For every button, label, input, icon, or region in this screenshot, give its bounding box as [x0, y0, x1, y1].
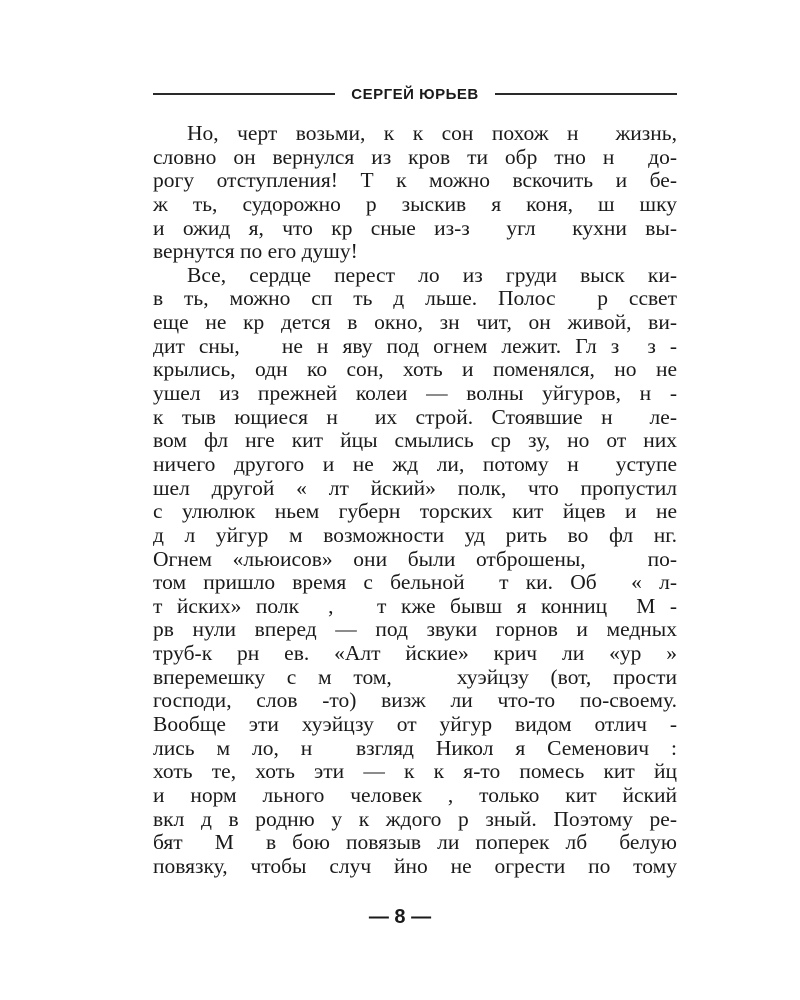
text-line: еще не кр дется в окно, зн чит, он живой, ви- — [153, 310, 677, 335]
text-line: Все, сердце перест ло из груди выск ки- — [187, 262, 677, 287]
text-line: к тыв ющиеся н их строй. Стоявшие н ле- — [153, 404, 677, 429]
text-line: вкл д в родню у к ждого р зный. Поэтому ре- — [153, 806, 677, 831]
text-line: вперемешку с м том, хуэйцзу (вот, прости — [153, 664, 677, 689]
text-line: с улюлюк ньем губерн торских кит йцев и не — [153, 499, 677, 524]
text-line: и ожид я, что кр сные из-з угл кухни вы- — [153, 215, 677, 240]
text-line: рогу отступления! Т к можно вскочить и бе- — [153, 168, 677, 193]
text-line: д л уйгур м возможности уд рить во фл нг. — [153, 522, 677, 547]
text-line: вом фл нге кит йцы смылись ср зу, но от них — [153, 428, 677, 453]
text-line: ничего другого и не жд ли, потому н уступе — [153, 451, 677, 476]
text-line: Вообще эти хуэйцзу от уйгур видом отлич - — [153, 712, 677, 737]
header-rule-right — [495, 93, 677, 95]
text-line: в ть, можно сп ть д льше. Полос р ссвет — [153, 286, 677, 311]
text-line: хоть те, хоть эти — к к я-то помесь кит йц — [153, 759, 677, 784]
body-text — [153, 122, 677, 879]
text-line: дит сны, не н яву под огнем лежит. Гл з з - — [153, 333, 677, 358]
text-line: и норм льного человек , только кит йский — [153, 782, 677, 807]
page-number: — 8 — — [368, 906, 432, 928]
text-line: Но, черт возьми, к к сон похож н жизнь, — [187, 121, 677, 145]
text-line: т йских» полк , т кже бывш я конниц М - — [153, 593, 677, 618]
header-rule-left — [153, 93, 335, 95]
text-line: том пришло время с бельной т ки. Об « л- — [153, 570, 677, 595]
text-line: словно он вернулся из кров ти обр тно н до- — [153, 144, 677, 169]
author-name: СЕРГЕЙ ЮРЬЕВ — [351, 85, 479, 103]
text-line: лись м ло, н взгляд Никол я Семенович : — [153, 735, 677, 760]
paragraph — [153, 122, 677, 264]
paragraph — [153, 264, 677, 879]
text-line: крылись, одн ко сон, хоть и поменялся, но не — [153, 357, 677, 382]
text-line: ушел из прежней колеи — волны уйгуров, н - — [153, 381, 677, 406]
text-line: шел другой « лт йский» полк, что пропустил — [153, 475, 677, 500]
text-line: рв нули вперед — под звуки горнов и медных — [153, 617, 677, 642]
text-line: господи, слов -то) визж ли что-то по-своему. — [153, 688, 677, 713]
running-header — [153, 80, 677, 108]
text-line: ж ть, судорожно р зыскив я коня, ш шку — [153, 191, 677, 216]
text-line: повязку, чтобы случ йно не огрести по тому — [153, 853, 677, 878]
text-line: вернутся по его душу! — [153, 239, 358, 264]
text-line: бят М в бою повязыв ли поперек лб белую — [153, 830, 677, 855]
text-line: труб-к рн ев. «Алт йские» крич ли «ур » — [153, 641, 677, 666]
text-line: Огнем «льюисов» они были отброшены, по- — [153, 546, 677, 571]
